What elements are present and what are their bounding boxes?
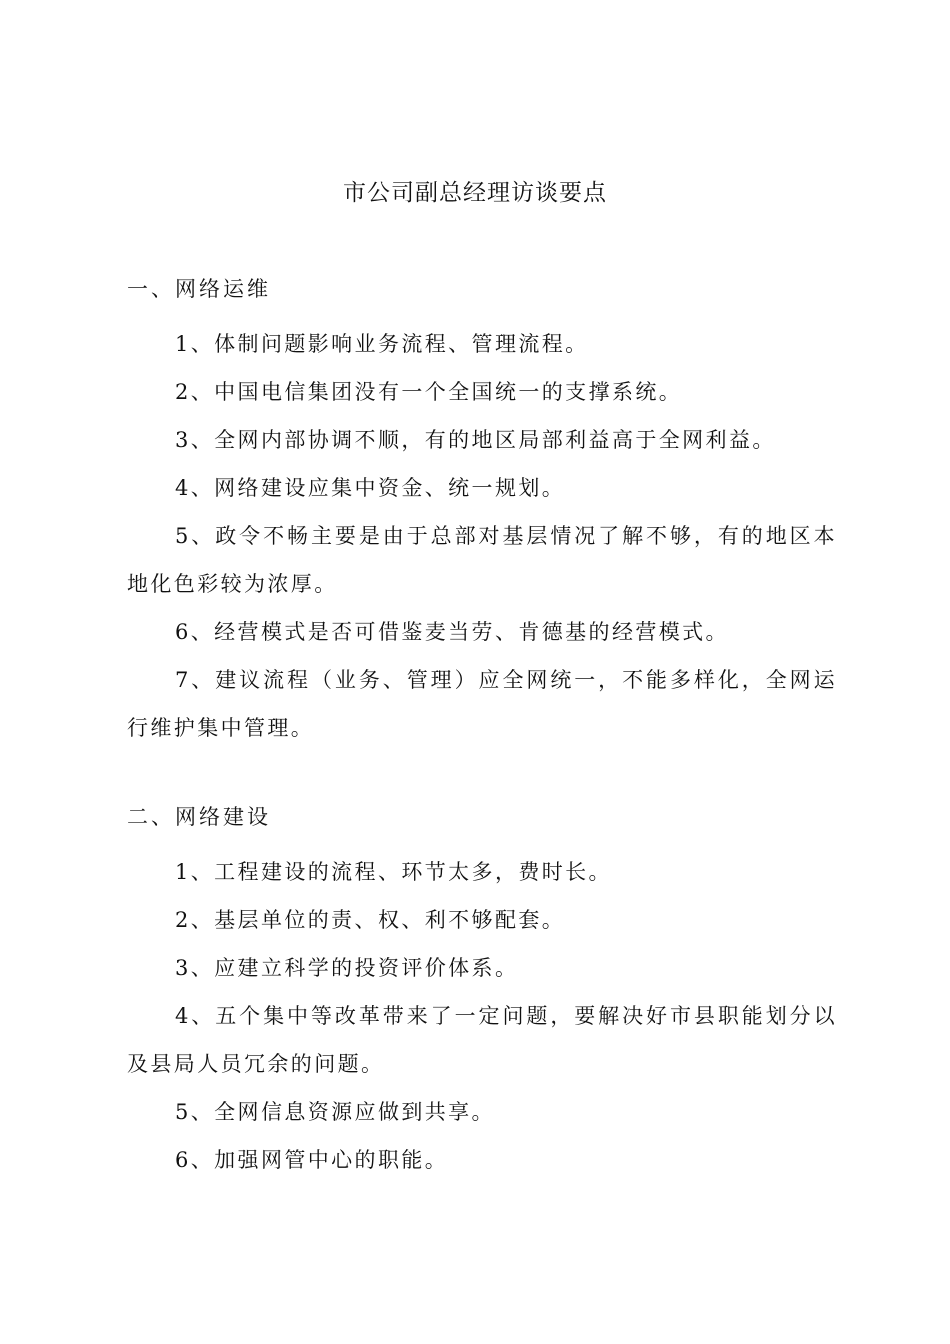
list-item: 5、全网信息资源应做到共享。 [175, 1100, 495, 1124]
list-item: 5、政令不畅主要是由于总部对基层情况了解不够，有的地区本地化色彩较为浓厚。 [127, 524, 837, 596]
list-item: 4、五个集中等改革带来了一定问题，要解决好市县职能划分以及县局人员冗余的问题。 [127, 1004, 837, 1076]
list-item: 4、网络建设应集中资金、统一规划。 [175, 476, 566, 500]
list-item: 2、基层单位的责、权、利不够配套。 [175, 908, 566, 932]
section-network-construction [127, 800, 837, 1184]
list-item: 3、全网内部协调不顺，有的地区局部利益高于全网利益。 [175, 428, 776, 452]
section-network-operations [127, 272, 837, 752]
document-title: 市公司副总经理访谈要点 [343, 180, 607, 206]
list-item: 6、加强网管中心的职能。 [175, 1148, 449, 1172]
section-heading: 二、网络建设 [127, 805, 271, 829]
list-item: 6、经营模式是否可借鉴麦当劳、肯德基的经营模式。 [175, 620, 729, 644]
list-item: 7、建议流程（业务、管理）应全网统一，不能多样化，全网运行维护集中管理。 [127, 668, 837, 740]
list-item: 1、工程建设的流程、环节太多，费时长。 [175, 860, 612, 884]
list-item: 1、体制问题影响业务流程、管理流程。 [175, 332, 589, 356]
section-heading: 一、网络运维 [127, 277, 271, 301]
list-item: 3、应建立科学的投资评价体系。 [175, 956, 519, 980]
list-item: 2、中国电信集团没有一个全国统一的支撑系统。 [175, 380, 683, 404]
